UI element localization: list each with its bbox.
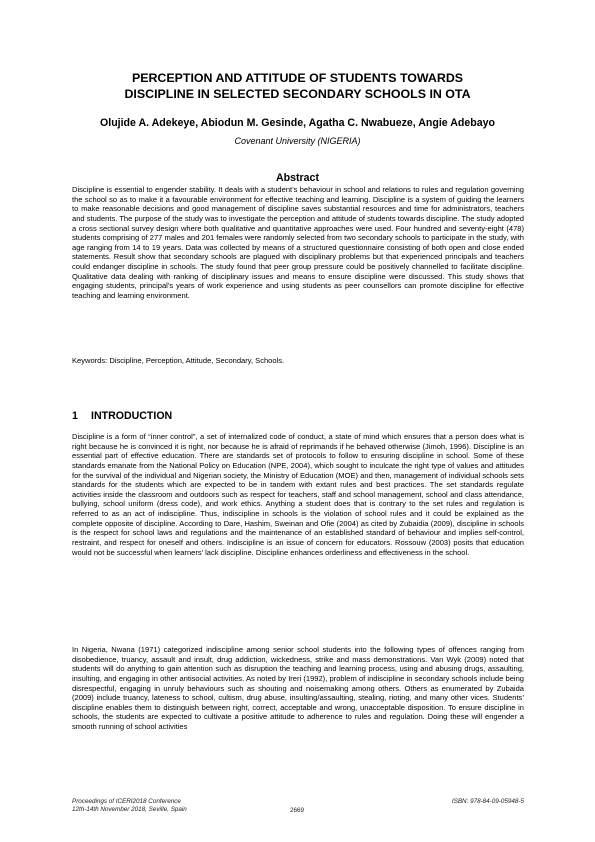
intro-paragraph-1: Discipline is a form of “inner control”, a set of internalized code of conduct, a state of mind which ensures that a person does what is right because he is convinced it is right, nor because he is afraid of reprimands if he behaved otherwise (Jimoh, 1996). Discipline is an essential part of effective education. There are standards set of protocols to follow to ensuring discipline in school. Some of these standards emanate from the National Policy on Education (NPE, 2004), which sought to inculcate the right type of values and attitudes for the survival of the individual and Nigerian society, the Ministry of Education (MOE) and then, management of individual schools sets standards for the students which are expected to be in tandem with extant rules and best practices. The set standards regulate activities inside the classroom and outdoors such as respect for teachers, staff and school management, school and class attendance, bullying, school uniform (dress code), and work ethics. Anything a student does that is contrary to the set rules and regulation is referred to as an act of indiscipline. Thus, indiscipline in schools is the violation of school rules and it could be explained as the complete opposite of discipline. According to Dare, Hashim, Sweinan and Ofie (2004) as cited by Zubaidia (2009), discipline in schools is the respect for school laws and regulations and the maintenance of an established standard of behaviour and implies self-control, restraint, and respect for oneself and others. Indiscipline is an issue of concern for educators. Rossouw (2003) posits that education would not be successful when learners’ lack discipline. Discipline enhances orderliness and effectiveness in the school.	[72, 432, 524, 557]
footer-isbn: ISBN: 978-84-09-05948-5	[451, 798, 524, 805]
section-heading-introduction	[72, 410, 172, 423]
title-line-1: PERCEPTION AND ATTITUDE OF STUDENTS TOWARDS	[131, 71, 464, 85]
intro-paragraph-2: In Nigeria, Nwana (1971) categorized indiscipline among senior school students into the following types of offences ranging from disobedience, truancy, assault and insult, drug addiction, wickedness, strike and mass demonstrations. Van Wyk (2009) noted that students will do anything to gain attention such as disruption the teaching and learning process, using and abusing drugs, assaulting, insulting, and engaging in other antisocial activities. As noted by Ireri (1992), problem of indiscipline in secondary schools include being disrespectful, engaging in unruly behaviours such as shouting and noisemaking among others. Others as enumerated by Zubaida (2009) include truancy, lateness to school, cultism, drug abuse, insulting/assaulting, stealing, rioting, and many other vices. Students’ discipline enables them to distinguish between right, correct, acceptable and wrong, unacceptable disposition. To ensure discipline in schools, the students are expected to cultivate a positive attitude to adherence to rules and regulation. Doing these will engender a smooth running of school activities	[72, 645, 524, 731]
footer-conference-name: Proceedings of ICERI2018 Conference	[72, 798, 181, 805]
title-line-2: DISCIPLINE IN SELECTED SECONDARY SCHOOLS IN OTA	[124, 86, 471, 101]
page-number: 2669	[289, 807, 304, 814]
affiliation: Covenant University (NIGERIA)	[234, 136, 361, 146]
abstract-text: Discipline is essential to engender stability. It deals with a student’s behaviour in school and relations to rules and regulation governing the school so as to make it a favourable environment for effective teaching and learning. Discipline is a system of guiding the learners to make reasonable decisions and good management of discipline saves substantial resources and time for administrators, teachers and students. The purpose of the study was to investigate the perception and attitude of students towards discipline. The study adopted a cross sectional survey design where both qualitative and quantitative approaches were used. Four hundred and seventy-eight (478) students comprising of 277 males and 201 females were randomly selected from two secondary schools to participate in the study, with age ranging from 14 to 19 years. Data was collected by means of a structured questionnaire consisting of both open and close ended statements. Result show that secondary schools are plagued with disciplinary problems but that experienced principals and teachers could endanger discipline in schools. The study found that peer group pressure could be positively channelled to facilitate discipline. Qualitative data dealing with ranking of disciplinary issues and means to ensure discipline were discussed. This study shows that engaging students, principal’s years of work experience and using students as peer counsellors can promote discipline for effective teaching and learning environment.	[72, 185, 524, 300]
paper-title	[60, 71, 535, 102]
section-number: 1	[72, 410, 78, 422]
abstract-heading: Abstract	[276, 172, 319, 184]
keywords: Keywords: Discipline, Perception, Attitude, Secondary, Schools.	[72, 356, 285, 365]
footer-conference-dates: 12th-14th November 2018, Seville, Spain	[72, 806, 187, 813]
footer-conference	[72, 798, 242, 814]
section-title: INTRODUCTION	[91, 410, 173, 422]
author-list: Olujide A. Adekeye, Abiodun M. Gesinde, Agatha C. Nwabueze, Angie Adebayo	[100, 117, 495, 129]
